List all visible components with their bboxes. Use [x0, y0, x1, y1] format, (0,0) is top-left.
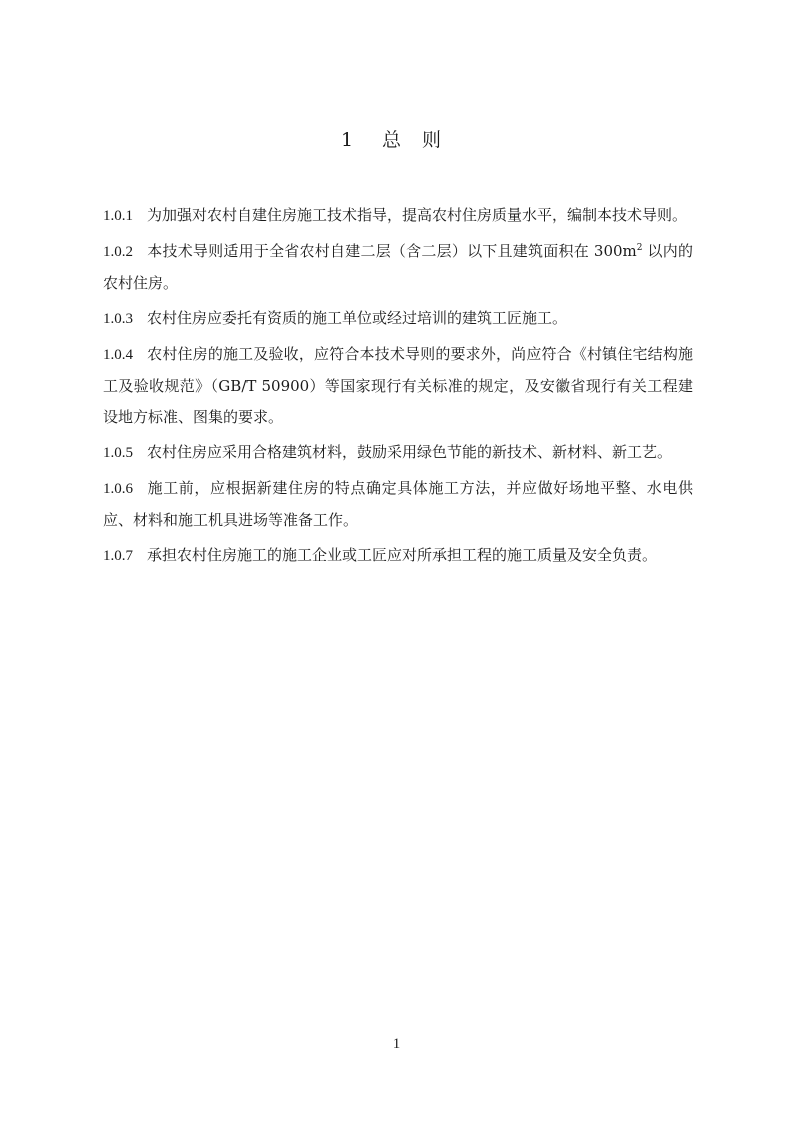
clause-text: 农村住房应委托有资质的施工单位或经过培训的建筑工匠施工。	[147, 309, 568, 327]
clause-number: 1.0.4	[103, 347, 133, 363]
clause-text: 为加强对农村自建住房施工技术指导，提高农村住房质量水平，编制本技术导则。	[147, 206, 688, 224]
chapter-title-char-1: 总	[382, 129, 403, 151]
clause-text: 农村住房应采用合格建筑材料，鼓励采用绿色节能的新技术、新材料、新工艺。	[147, 443, 673, 461]
clause-1-0-5	[103, 437, 693, 469]
clause-number: 1.0.7	[103, 548, 133, 564]
clause-1-0-7	[103, 540, 693, 572]
chapter-number: 1	[340, 129, 355, 151]
clause-text-before: 本技术导则适用于全省农村自建二层（含二层）以下且建筑面积在 300m	[147, 242, 637, 260]
clause-1-0-6	[103, 473, 693, 536]
clause-text: 施工前，应根据新建住房的特点确定具体施工方法，并应做好场地平整、水电供应、材料和施工机具进场等准备工作。	[103, 479, 693, 529]
clause-1-0-2	[103, 236, 693, 299]
area-unit-superscript: 2	[636, 243, 643, 253]
clause-text: 承担农村住房施工的施工企业或工匠应对所承担工程的施工质量及安全负责。	[147, 546, 658, 564]
clause-list	[103, 200, 693, 576]
clause-text-after: 以内的农村住房。	[103, 242, 693, 292]
chapter-title-char-2: 则	[422, 129, 443, 151]
clause-1-0-1	[103, 200, 693, 232]
clause-number: 1.0.2	[103, 244, 133, 260]
chapter-title	[0, 125, 793, 152]
page-number: 1	[392, 1036, 401, 1052]
clause-number: 1.0.5	[103, 445, 133, 461]
clause-number: 1.0.6	[103, 481, 133, 497]
clause-text: 农村住房的施工及验收，应符合本技术导则的要求外，尚应符合《村镇住宅结构施工及验收规范》（GB/T 50900）等国家现行有关标准的规定，及安徽省现行有关工程建设地方标准、图集的要求。	[103, 345, 693, 426]
clause-number: 1.0.1	[103, 208, 133, 224]
clause-1-0-4	[103, 339, 693, 433]
clause-number: 1.0.3	[103, 311, 133, 327]
clause-1-0-3	[103, 303, 693, 335]
